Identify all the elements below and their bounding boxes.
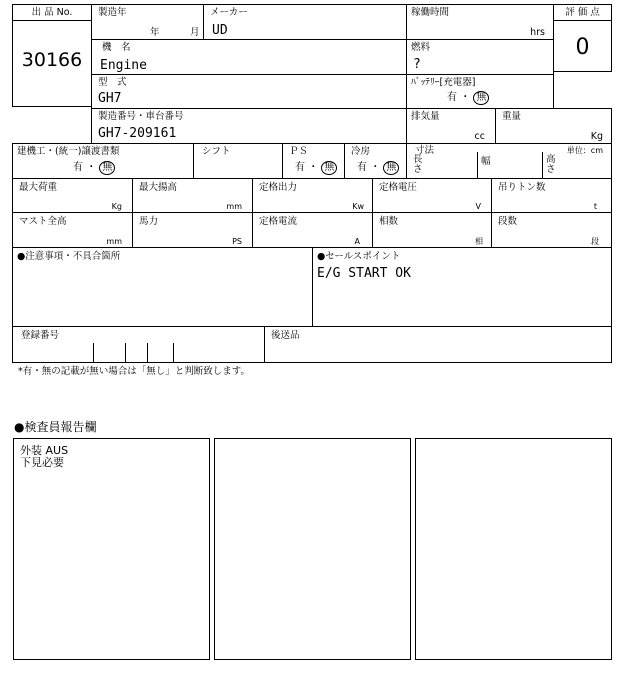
weight-cell (495, 108, 612, 144)
hours-cell (406, 4, 554, 44)
serial-cell (91, 108, 407, 144)
maker-label: メーカー (210, 7, 248, 18)
year-label: 製造年 (98, 7, 127, 18)
battery-choice (447, 91, 489, 105)
hours-unit: hrs (530, 27, 545, 38)
transfer-doc-choice (73, 161, 115, 175)
horsepower-cell (132, 212, 253, 248)
battery-sep: ・ (460, 92, 471, 103)
weight-unit: Kg (590, 131, 603, 142)
score-value-cell (553, 20, 612, 72)
model-type-cell (91, 74, 407, 109)
max-load-label: 最大荷重 (19, 182, 58, 193)
displacement-unit: cc (474, 131, 485, 142)
inspector-box-3 (415, 438, 612, 660)
phases-cell (372, 212, 492, 248)
aircon-choice (357, 161, 399, 175)
lot-label-cell (12, 4, 92, 21)
maker-value: UD (212, 23, 228, 38)
aircon-label: 冷房 (351, 146, 371, 157)
rated-voltage-unit: V (475, 202, 481, 211)
registration-divider-4 (173, 343, 174, 363)
mast-height-unit: mm (106, 237, 122, 246)
registration-label: 登録番号 (21, 330, 60, 341)
lift-tons-label: 吊りトン数 (498, 182, 546, 193)
rated-current-label: 定格電流 (259, 216, 298, 227)
fuel-value: ? (413, 57, 421, 72)
rated-output-label: 定格出力 (259, 182, 298, 193)
battery-cell (406, 74, 554, 109)
stages-cell (491, 212, 612, 248)
serial-label: 製造番号・車台番号 (98, 111, 184, 122)
inspector-box-2 (214, 438, 411, 660)
max-lift-unit: mm (226, 202, 242, 211)
aircon-cell (344, 143, 407, 179)
notes-cell (12, 247, 313, 327)
displacement-label: 排気量 (411, 111, 440, 122)
ps-yes: 有 (295, 162, 305, 173)
dimensions-height: 高 さ (546, 154, 556, 175)
transfer-doc-label: 建機工・(統一)譲渡書類 (17, 146, 120, 157)
battery-label: ﾊﾞｯﾃﾘｰ[充電器] (411, 77, 476, 88)
max-load-unit: Kg (111, 202, 122, 211)
sales-point-cell (312, 247, 612, 327)
maker-cell (203, 4, 407, 44)
shift-label: シフト (202, 146, 231, 157)
model-name-value: Engine (100, 58, 147, 73)
mast-height-label: マスト全高 (19, 216, 67, 227)
rated-output-unit: Kw (352, 202, 364, 211)
lot-value-cell (12, 20, 92, 107)
serial-value: GH7-209161 (98, 126, 177, 141)
score-label: 評 価 点 (565, 7, 600, 18)
model-name-label: 機 名 (102, 42, 131, 53)
stages-unit: 段 (591, 237, 599, 246)
max-lift-label: 最大揚高 (139, 182, 178, 193)
rated-current-unit: A (354, 237, 360, 246)
dimensions-cell (406, 143, 612, 179)
phases-unit: 相 (475, 237, 483, 246)
registration-divider-3 (147, 343, 148, 363)
shipped-items-label: 後送品 (271, 330, 300, 341)
shift-cell (193, 143, 283, 179)
footnote: *有・無の記載が無い場合は「無し」と判断致します。 (18, 366, 250, 377)
dimensions-width: 幅 (481, 156, 491, 167)
model-type-value: GH7 (98, 91, 122, 106)
horsepower-unit: PS (232, 237, 242, 246)
lot-label: 出 品 No. (31, 7, 73, 18)
month-unit: 月 (190, 27, 200, 38)
lift-tons-cell (491, 178, 612, 213)
score-label-cell (553, 4, 612, 21)
ps-cell (282, 143, 345, 179)
rated-output-cell (252, 178, 373, 213)
max-lift-cell (132, 178, 253, 213)
sales-point-value: E/G START OK (317, 266, 411, 281)
score-value: 0 (575, 35, 590, 60)
lot-number: 30166 (21, 49, 83, 71)
horsepower-label: 馬力 (139, 216, 159, 227)
max-load-cell (12, 178, 133, 213)
battery-yes: 有 (447, 92, 457, 103)
battery-no-circled: 無 (473, 91, 489, 105)
year-cell (91, 4, 204, 44)
registration-cell (12, 326, 265, 363)
mast-height-cell (12, 212, 133, 248)
transfer-doc-sep: ・ (86, 162, 97, 173)
aircon-yes: 有 (357, 162, 367, 173)
stages-label: 段数 (498, 216, 518, 227)
weight-label: 重量 (502, 111, 522, 122)
dimensions-divider-1 (477, 152, 478, 178)
dimensions-divider-2 (542, 152, 543, 178)
inspector-box-1 (13, 438, 210, 660)
dimensions-label: 寸法 (415, 145, 435, 156)
aircon-no-circled: 無 (383, 161, 399, 175)
lift-tons-unit: t (593, 202, 597, 211)
rated-voltage-label: 定格電圧 (379, 182, 418, 193)
ps-choice (295, 161, 337, 175)
hours-label: 稼働時間 (411, 7, 450, 18)
model-name-cell (91, 39, 407, 75)
inspector-title: ●検査員報告欄 (14, 420, 97, 434)
transfer-doc-no-circled: 無 (99, 161, 115, 175)
ps-no-circled: 無 (321, 161, 337, 175)
dimensions-length: 長 さ (413, 154, 423, 175)
fuel-cell (406, 39, 554, 75)
fuel-label: 燃料 (411, 42, 431, 53)
model-type-label: 型 式 (98, 77, 127, 88)
ps-label: ＰＳ (289, 146, 309, 157)
dimensions-unit-note: 単位：cm (566, 146, 603, 155)
displacement-cell (406, 108, 496, 144)
ps-sep: ・ (308, 162, 319, 173)
year-unit: 年 (150, 27, 160, 38)
shipped-items-cell (264, 326, 612, 363)
transfer-doc-yes: 有 (73, 162, 83, 173)
registration-divider-1 (93, 343, 94, 363)
registration-divider-2 (125, 343, 126, 363)
phases-label: 相数 (379, 216, 399, 227)
rated-voltage-cell (372, 178, 492, 213)
rated-current-cell (252, 212, 373, 248)
transfer-doc-cell (12, 143, 194, 179)
inspector-box-1-text: 外装 AUS 下見必要 (20, 444, 69, 469)
aircon-sep: ・ (370, 162, 381, 173)
sales-point-label: ●セールスポイント (317, 251, 401, 262)
notes-label: ●注意事項・不具合箇所 (17, 251, 121, 262)
